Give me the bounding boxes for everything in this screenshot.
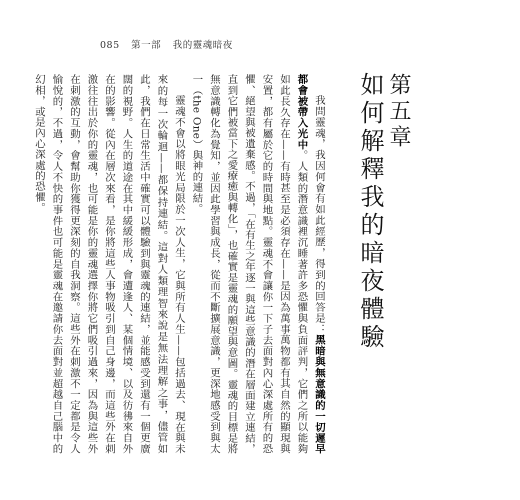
chapter-number: 第五章	[386, 73, 411, 151]
page-number: 085	[100, 40, 120, 51]
paragraph-1	[187, 74, 327, 454]
paragraph-1-lead: 我問靈魂，我因何會有如此經歷，得到的回答是：	[313, 94, 325, 335]
running-header	[100, 37, 241, 51]
book-title: 我的靈魂暗夜	[172, 40, 233, 51]
paragraph-2	[30, 74, 188, 454]
chapter-title: 如何解釋我的暗夜體驗	[356, 72, 384, 352]
paragraph-2-lead: 靈魂不會以將眼光局限於一次人生，它與所有人生——包括過去、現在與未來的每一次輪迴——都保持連結。這對人類理智來說是無法理解之事，儘管如此，我們在日常生活中確實可以體驗到與靈魂的連結，並能感受到還有一個更廣闊的視野。人生的道途在其中緩緩形成，會遭逢人、某個情境、以及彷彿來自外在的影響。從內在層次來看，是你將這些人事物吸引到自己身邊，而這些外在刺激往往出於你的靈魂，也可能是你的靈魂選擇你將它們吸引過來，因為與這些外在刺激的互動，會幫助你獲得更深刻的自我洞察。這些外在刺激不一定都是令人愉悅的，不過，令人不快的事件也可能是靈魂在邀請你去面對並超越自己腦中的幻相，或是內心深處的恐懼。	[33, 74, 185, 454]
part-label: 第一部	[131, 40, 162, 51]
paragraph-1-bold: 黑暗與無意識的一切遲早都會被帶入光中	[295, 74, 325, 454]
body-text	[33, 74, 327, 454]
paragraph-1-tail: 。人類的潛意識裡沉睡著許多恐懼與負面評判，它們之所以能夠如此長久存在——有時甚至是必須存在——是因為萬事萬物都有其自然的顯現與安置，都有屬於它的時間與地點。靈魂不會讓你一下子去面對內心深處所有的恐懼、絕望與被遺棄感。不過，「在有生之年逐一與這些意識的潛在層面建立連結，直到它們被當下之愛療癒與轉化」，也確實是靈魂的願望與意圖。靈魂的目標是將無意識轉化為覺知，並因此學習與成長，從而不斷擴展意識，更深地感受到與太一（the One）與神的連結。	[190, 74, 308, 454]
